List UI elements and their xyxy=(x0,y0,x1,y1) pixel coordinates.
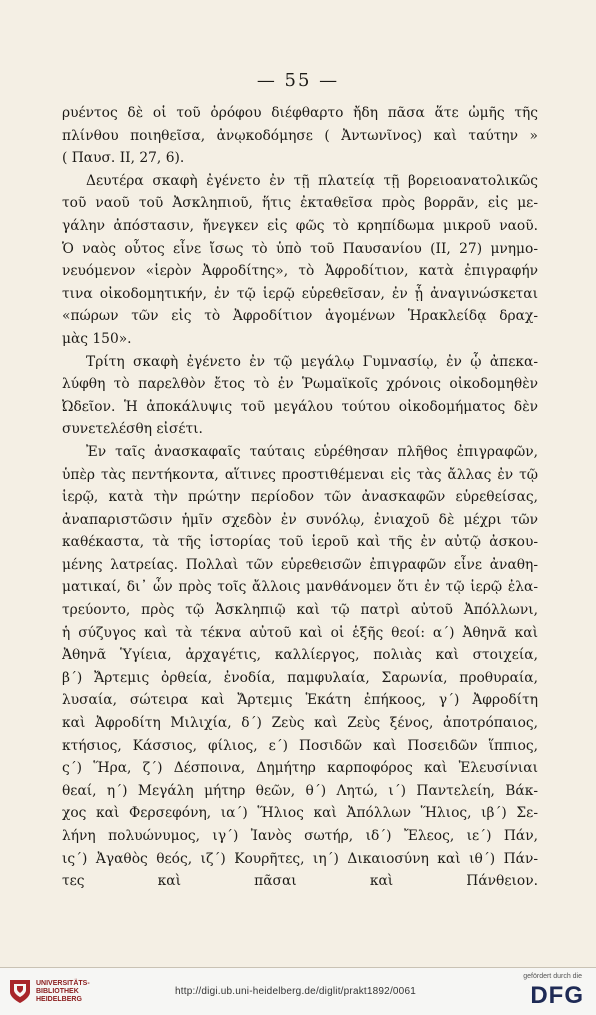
text-line: Ἀθηνᾶ Ὑγίεια, ἀρχαγέτις, καλλίεργος, πολιὰς καὶ στοιχεία, xyxy=(62,647,538,664)
text-line: λυσαία, σώτειρα καὶ Ἄρτεμις Ἑκάτη ἐπήκοος, γ΄) Ἀφροδίτη xyxy=(62,692,538,709)
text-line: ρυέντος δὲ οἱ τοῦ ὀρόφου διέφθαρτο ἤδη πᾶσα ἅτε ὠμῆς τῆς xyxy=(62,105,538,121)
text-line: μένης λατρείας. Πολλαὶ τῶν εὑρεθεισῶν ἐπιγραφῶν εἶνε ἀναθη- xyxy=(62,556,538,573)
text-line: ις΄) Ἀγαθὸς θεός, ιζ΄) Κουρῆτες, ιη΄) Δικαιοσύνη καὶ ιθ΄) Πάν- xyxy=(62,850,538,867)
library-name-line-3: HEIDELBERG xyxy=(36,996,82,1003)
text-line: λήνη πολυώνυμος, ιγ΄) Ἰανὸς σωτήρ, ιδ΄) Ἔλεος, ιε΄) Πάν, xyxy=(62,828,538,844)
text-line: γάλην ἀπόστασιν, ἤνεγκεν εἰς φῶς τὸ κρηπίδωμα μικροῦ ναοῦ. xyxy=(62,217,538,234)
text-line: Ὁ ναὸς οὗτος εἶνε ἴσως τὸ ὑπὸ τοῦ Παυσανίου (II, 27) μνημο- xyxy=(62,240,538,257)
library-name-line-1: UNIVERSITÄTS- xyxy=(36,980,90,987)
text-line: Ἐν ταῖς ἀνασκαφαῖς ταύταις εὑρέθησαν πλῆθος ἐπιγραφῶν, xyxy=(86,443,538,460)
university-crest-icon xyxy=(8,978,32,1004)
text-line: θεαί, η΄) Μεγάλη μήτηρ θεῶν, θ΄) Λητώ, ι΄) Παντελείη, Βάκ- xyxy=(62,782,538,799)
text-line: τες καὶ πᾶσαι καὶ Πάνθειον. xyxy=(62,873,538,890)
text-line: τρεύοντο, πρὸς τῷ Ἀσκληπιῷ καὶ τῷ πατρὶ αὐτοῦ Ἀπόλλωνι, xyxy=(62,602,538,619)
text-line: νευόμενον «ἱερὸν Ἀφροδίτης», τὸ Ἀφροδίτιον, κατὰ ἐπιγραφήν xyxy=(62,263,538,280)
text-line: τοῦ ναοῦ τοῦ Ἀσκληπιοῦ, ἥτις ἐκταθεῖσα πρὸς βορρᾶν, εἰς με- xyxy=(62,195,538,212)
text-line: ματικαί, δι᾽ ὧν πρὸς τοῖς ἄλλοις μανθάνομεν ὅτι ἐν τῷ ἱερῷ ἐλα- xyxy=(62,579,538,596)
text-line: λύφθη τὸ παρελθὸν ἔτος τὸ ἐν Ῥωμαϊκοῖς χρόνοις οἰκοδομηθὲν xyxy=(62,376,538,393)
page-number: — 55 — xyxy=(256,70,340,91)
footer-bar xyxy=(0,968,596,1015)
text-line: καθέκαστα, τὰ τῆς ἱστορίας τοῦ ἱεροῦ καὶ τῆς ἐν αὐτῷ ἀσκου- xyxy=(62,534,538,551)
text-line: ς΄) Ἥρα, ζ΄) Δέσποινα, Δημήτηρ καρποφόρος καὶ Ἐλευσίνιαι xyxy=(62,760,538,777)
text-line: χος καὶ Φερσεφόνη, ια΄) Ἥλιος καὶ Ἀπόλλων Ἥλιος, ιβ΄) Σε- xyxy=(62,805,538,822)
text-line: μὰς 150». xyxy=(62,330,132,347)
source-url-link[interactable]: http://digi.ub.uni-heidelberg.de/diglit/prakt1892/0061 xyxy=(175,986,416,997)
text-line: ἱερῷ, κατὰ τὴν πρώτην περίοδον τῶν ἀνασκαφῶν εὑρεθείσας, xyxy=(62,489,538,506)
text-line: συνετελέσθη εἰσέτι. xyxy=(62,421,203,438)
text-line: Τρίτη σκαφὴ ἐγένετο ἐν τῷ μεγάλῳ Γυμνασίῳ, ἐν ᾧ ἀπεκα- xyxy=(86,353,538,370)
text-line: ἡ σύζυγος καὶ τὰ τέκνα αὐτοῦ καὶ οἱ ἑξῆς θεοί: α΄) Ἀθηνᾶ καὶ xyxy=(62,624,538,641)
funding-caption: gefördert durch die xyxy=(523,973,582,980)
text-line: ( Παυσ. II, 27, 6). xyxy=(62,150,185,167)
library-name xyxy=(36,980,106,1004)
library-name-line-2: BIBLIOTHEK xyxy=(36,988,79,995)
text-line: κτήσιος, Κάσσιος, φίλιος, ε΄) Ποσιδῶν καὶ Ποσειδῶν ἵππιος, xyxy=(62,737,538,754)
text-line: ἀναπαριστῶσιν ἡμῖν σχεδὸν ἐν συνόλῳ, ἐνιαχοῦ δὲ μέχρι τῶν xyxy=(62,511,538,528)
body-text xyxy=(62,102,538,893)
text-line: Δευτέρα σκαφὴ ἐγένετο ἐν τῇ πλατείᾳ τῇ βορειοανατολικῶς xyxy=(86,172,538,189)
text-line: ὑπὲρ τὰς πεντήκοντα, αἵτινες προστιθέμεναι εἰς τὰς ἄλλας ἐν τῷ xyxy=(62,466,538,483)
text-line: πλίνθου ποιηθεῖσα, ἀνῳκοδόμησε ( Ἀντωνῖνος) καὶ ταύτην » xyxy=(62,127,538,144)
text-line: «πώρων τῶν εἰς τὸ Ἀφροδίτιον ἀγομένων Ἡρακλείδᾳ δραχ- xyxy=(62,308,538,325)
text-line: τινα οἰκοδομητικήν, ἐν τῷ ἱερῷ εὑρεθεῖσαν, ἐν ᾗ ἀναγινώσκεται xyxy=(62,285,538,302)
text-line: β΄) Ἄρτεμις ὀρθεία, ἐνοδία, παμφυλαία, Σαρωνία, προθυραία, xyxy=(62,669,538,686)
text-line: καὶ Ἀφροδίτη Μιλιχία, δ΄) Ζεὺς καὶ Ζεὺς ξένος, ἀποτρόπαιος, xyxy=(62,715,538,732)
text-line: Ὠδεῖον. Ἡ ἀποκάλυψις τοῦ μεγάλου τούτου οἰκοδομήματος δὲν xyxy=(62,398,538,415)
dfg-logo: DFG xyxy=(530,982,584,1009)
